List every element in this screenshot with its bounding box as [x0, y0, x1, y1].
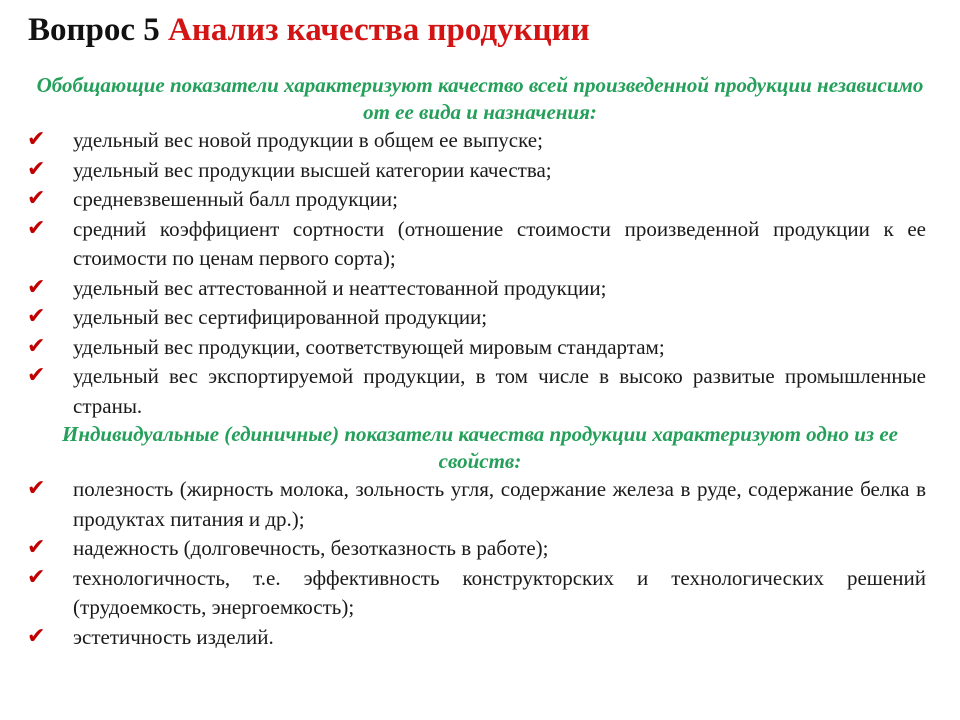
section-heading-general: Обобщающие показатели характеризуют качество всей произведенной продукции независимо от ее вида и назначения: [36, 73, 924, 124]
list-item [0, 126, 960, 156]
list-item [0, 623, 960, 653]
list-item-text: технологичность, т.е. эффективность конструкторских и технологических решений (трудоемкость, энергоемкость); [73, 565, 926, 619]
list-item-text: удельный вес аттестованной и неаттестованной продукции; [73, 275, 607, 300]
list-item-text: полезность (жирность молока, зольность угля, содержание железа в руде, содержание белка в продуктах питания и др.); [73, 477, 926, 531]
checkmark-icon: ✔ [27, 304, 46, 329]
list-item-text: удельный вес продукции высшей категории качества; [73, 157, 552, 182]
list-item-text: эстетичность изделий. [73, 624, 274, 649]
list-item-text: удельный вес новой продукции в общем ее выпуске; [73, 128, 543, 152]
question-number: Вопрос 5 [28, 12, 160, 48]
list-item [0, 303, 960, 333]
list-item-text: удельный вес сертифицированной продукции; [73, 305, 488, 329]
list-item [0, 185, 960, 215]
list-item-text: средневзвешенный балл продукции; [73, 187, 398, 211]
section-heading-individual: Индивидуальные (единичные) показатели качества продукции характеризуют одно из ее свойств: [62, 422, 898, 473]
checkmark-icon: ✔ [27, 215, 46, 241]
individual-indicators-list [0, 475, 960, 652]
question-topic: Анализ качества продукции [168, 12, 590, 48]
checkmark-icon: ✔ [27, 127, 46, 152]
list-item-text: средний коэффициент сортности (отношение стоимости произведенной продукции к ее стоимости по ценам первого сорта); [73, 216, 926, 270]
general-indicators-list [0, 126, 960, 421]
list-item-text: надежность (долговечность, безотказность в работе); [73, 536, 549, 560]
list-item [0, 156, 960, 186]
checkmark-icon: ✔ [27, 274, 46, 300]
checkmark-icon: ✔ [27, 623, 46, 649]
list-item [0, 215, 960, 274]
checkmark-icon: ✔ [27, 535, 46, 560]
checkmark-icon: ✔ [27, 333, 46, 359]
list-item [0, 274, 960, 304]
checkmark-icon: ✔ [27, 564, 46, 590]
slide-title [28, 9, 590, 51]
list-item [0, 564, 960, 623]
list-item [0, 534, 960, 564]
list-item [0, 333, 960, 363]
list-item [0, 362, 960, 421]
list-item-text: удельный вес экспортируемой продукции, в том числе в высоко развитые промышленные страны. [73, 364, 926, 418]
checkmark-icon: ✔ [27, 476, 46, 501]
checkmark-icon: ✔ [27, 363, 46, 388]
slide-content [0, 72, 960, 652]
list-item [0, 475, 960, 534]
list-item-text: удельный вес продукции, соответствующей мировым стандартам; [73, 334, 665, 359]
checkmark-icon: ✔ [27, 156, 46, 182]
checkmark-icon: ✔ [27, 186, 46, 211]
